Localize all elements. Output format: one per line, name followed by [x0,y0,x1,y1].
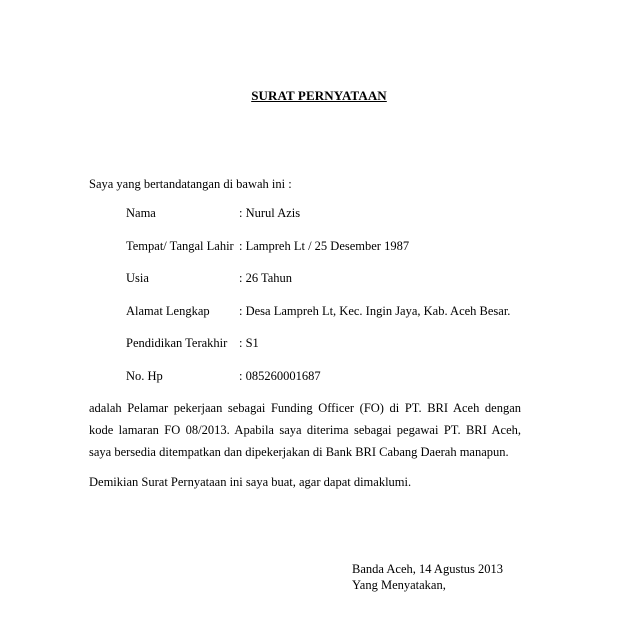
closing-phrase: Yang Menyatakan, [352,578,446,592]
document-title: SURAT PERNYATAAN [251,88,387,103]
field-label-education: Pendidikan Terakhir [126,336,228,350]
statement-line: kode lamaran FO 08/2013. Apabila saya diterima sebagai pegawai PT. BRI Aceh, [89,423,521,437]
signature-block [352,561,503,593]
field-label-phone: No. Hp [126,368,163,383]
field-label-address: Alamat Lengkap [126,303,210,318]
closing-paragraph: Demikian Surat Pernyataan ini saya buat, agar dapat dimaklumi. [89,475,412,489]
field-value-age: : 26 Tahun [239,271,293,285]
place-date: Banda Aceh, 14 Agustus 2013 [352,562,504,576]
field-label-name: Nama [126,206,156,220]
field-value-education: : S1 [239,336,259,350]
opening-statement: Saya yang bertandatangan di bawah ini : [89,177,292,191]
statement-paragraph [89,397,521,463]
field-value-name: : Nurul Azis [239,206,301,220]
field-value-birth: : Lampreh Lt / 25 Desember 1987 [239,238,410,253]
statement-line: adalah Pelamar pekerjaan sebagai Funding Officer (FO) di PT. BRI Aceh dengan [89,401,521,415]
field-value-phone: : 085260001687 [239,368,321,383]
field-value-address: : Desa Lampreh Lt, Kec. Ingin Jaya, Kab. Aceh Besar. [239,303,511,318]
field-label-birth: Tempat/ Tangal Lahir [126,238,234,253]
field-label-age: Usia [126,271,149,285]
statement-line: saya bersedia ditempatkan dan dipekerjakan di Bank BRI Cabang Daerah manapun. [89,445,509,459]
